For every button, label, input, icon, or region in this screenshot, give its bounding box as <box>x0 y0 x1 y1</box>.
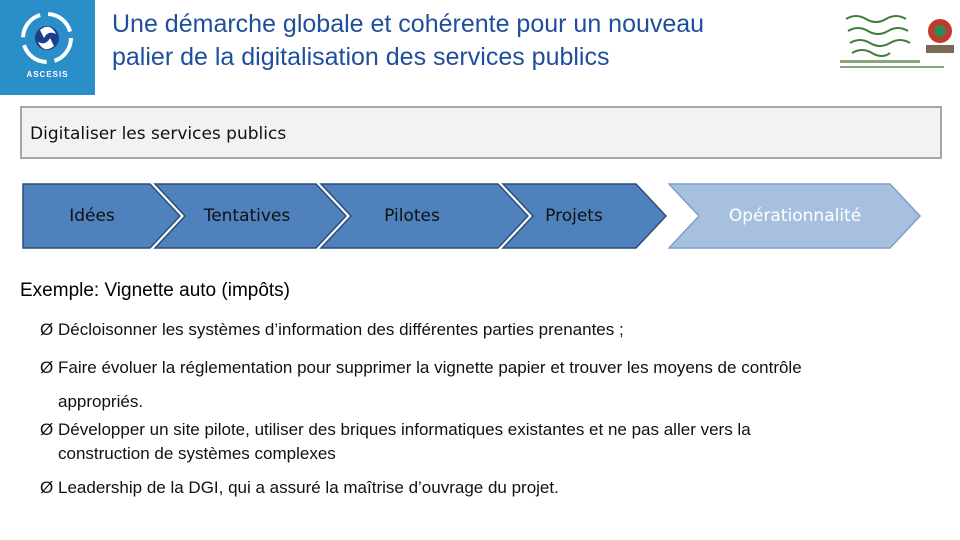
bullet-text-continued: appropriés. <box>58 392 144 411</box>
arrow-bullet-icon: Ø <box>40 478 54 497</box>
bullet-text: Développer un site pilote, utiliser des briques informatiques existantes et ne pas aller vers la <box>58 420 751 439</box>
step-label-1: Idées <box>69 206 115 226</box>
bullet-text: Décloisonner les systèmes d’information des différentes parties prenantes ; <box>58 320 624 339</box>
title-line-1: Une démarche globale et cohérente pour un nouveau <box>112 10 705 38</box>
page-title <box>112 8 832 74</box>
example-title: Exemple: Vignette auto (impôts) <box>20 280 291 301</box>
arrow-bullet-icon: Ø <box>40 358 54 377</box>
list-item <box>40 420 751 464</box>
bullet-text: Faire évoluer la réglementation pour supprimer la vignette papier et trouver les moyens de contrôle <box>58 358 802 377</box>
arrow-bullet-icon: Ø <box>40 420 54 439</box>
step-label-2: Tentatives <box>203 206 291 226</box>
logo-emblem-icon <box>0 0 95 95</box>
title-line-2: palier de la digitalisation des services publics <box>112 43 610 71</box>
bullet-text-continued: construction de systèmes complexes <box>58 444 336 463</box>
list-item <box>40 478 559 498</box>
list-item <box>40 358 802 412</box>
arrow-bullet-icon: Ø <box>40 320 54 339</box>
step-label-4: Projets <box>545 206 603 226</box>
bullet-text: Leadership de la DGI, qui a assuré la maîtrise d’ouvrage du projet. <box>58 478 559 497</box>
step-label-5: Opérationnalité <box>728 206 862 226</box>
step-label-3: Pilotes <box>384 206 440 226</box>
list-item <box>40 320 624 340</box>
organization-logo <box>0 0 95 95</box>
section-banner <box>20 106 942 159</box>
council-seal-icon <box>836 5 956 75</box>
banner-text: Digitaliser les services publics <box>30 124 287 144</box>
logo-text: ASCESIS <box>26 70 69 79</box>
council-logo <box>836 5 956 75</box>
